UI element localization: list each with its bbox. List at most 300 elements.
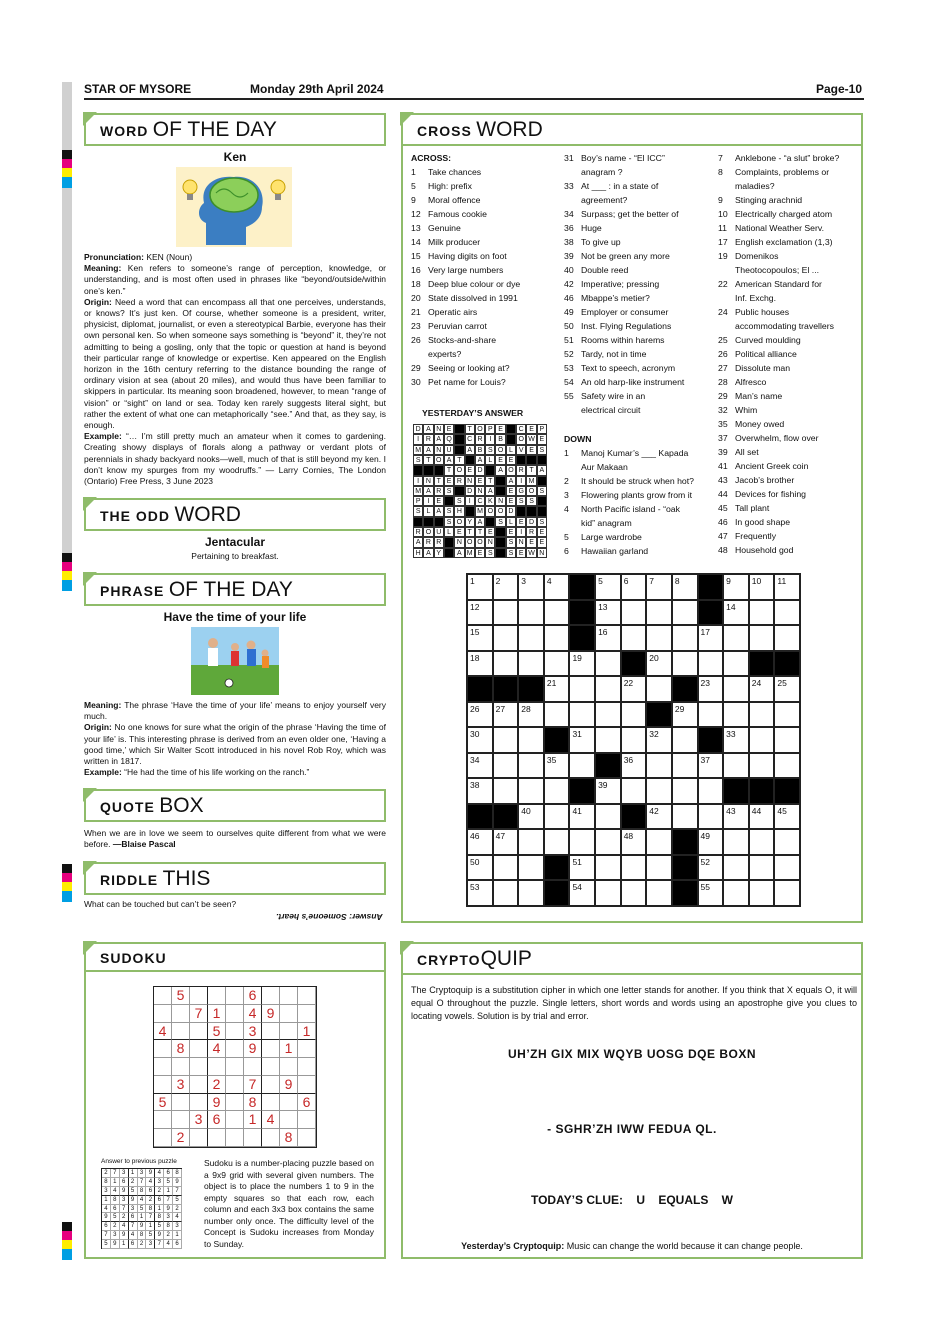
crossword-cell[interactable] — [544, 676, 570, 702]
sudoku-cell[interactable] — [190, 1040, 208, 1058]
answer-sudoku-cell: 4 — [120, 1222, 129, 1231]
crossword-cell[interactable] — [646, 727, 672, 753]
crossword-cell[interactable] — [569, 804, 595, 830]
crossword-cell-number: 35 — [546, 754, 557, 765]
crossword-cell[interactable] — [493, 600, 519, 626]
crossword-cell[interactable] — [621, 727, 647, 753]
crossword-cell[interactable] — [467, 778, 493, 804]
clue-text: Safety wire in an — [581, 391, 646, 401]
crossword-cell[interactable] — [595, 829, 621, 855]
sudoku-cell[interactable]: 5 — [208, 1023, 226, 1041]
crossword-cell[interactable] — [723, 727, 749, 753]
crossword-cell[interactable] — [493, 574, 519, 600]
crossword-cell[interactable] — [723, 574, 749, 600]
crossword-cell[interactable] — [749, 880, 775, 906]
clue-number: 23 — [411, 321, 421, 331]
crossword-cell[interactable] — [698, 804, 724, 830]
crossword-cell[interactable] — [621, 702, 647, 728]
answer-block — [423, 517, 433, 527]
crossword-cell[interactable] — [544, 804, 570, 830]
sudoku-cell[interactable] — [244, 1058, 262, 1076]
crossword-cell[interactable] — [467, 855, 493, 881]
crossword-cell[interactable] — [467, 625, 493, 651]
sudoku-cell[interactable]: 6 — [244, 987, 262, 1005]
answer-sudoku-cell: 2 — [111, 1222, 120, 1231]
clue — [718, 403, 860, 417]
crossword-cell[interactable] — [518, 702, 544, 728]
crossword-cell[interactable] — [621, 676, 647, 702]
sudoku-cell[interactable] — [172, 1005, 190, 1023]
answer-cell: M — [413, 445, 423, 455]
crossword-cell[interactable] — [749, 753, 775, 779]
crossword-cell[interactable] — [569, 727, 595, 753]
crossword-cell[interactable] — [518, 778, 544, 804]
answer-sudoku-cell: 9 — [173, 1178, 182, 1187]
crossword-cell[interactable] — [672, 651, 698, 677]
crossword-cell[interactable] — [672, 702, 698, 728]
crossword-cell[interactable] — [723, 855, 749, 881]
crossword-cell[interactable] — [518, 880, 544, 906]
crossword-cell[interactable] — [493, 625, 519, 651]
sudoku-cell[interactable]: 9 — [244, 1040, 262, 1058]
crossword-cell[interactable] — [646, 855, 672, 881]
answer-cell: E — [506, 527, 516, 537]
crossword-cell[interactable] — [621, 829, 647, 855]
answer-block — [454, 424, 464, 434]
crossword-cell[interactable] — [672, 778, 698, 804]
sudoku-cell[interactable] — [280, 1058, 298, 1076]
sudoku-cell[interactable]: 9 — [262, 1005, 280, 1023]
sudoku-cell[interactable]: 2 — [172, 1129, 190, 1147]
sudoku-cell[interactable] — [298, 1058, 316, 1076]
crossword-cell[interactable] — [646, 778, 672, 804]
header-rule — [84, 98, 864, 100]
sudoku-cell[interactable] — [280, 1023, 298, 1041]
clue-number: 50 — [564, 321, 574, 331]
crossword-cell[interactable] — [646, 880, 672, 906]
crossword-cell[interactable] — [646, 676, 672, 702]
clue — [411, 221, 561, 235]
crossword-cell-number: 43 — [726, 805, 736, 816]
sudoku-cell[interactable]: 1 — [244, 1111, 262, 1129]
answer-cell: A — [495, 465, 505, 475]
sudoku-cell[interactable] — [262, 1058, 280, 1076]
sudoku-cell[interactable]: 5 — [172, 987, 190, 1005]
crossword-cell[interactable] — [518, 829, 544, 855]
sudoku-cell[interactable]: 8 — [172, 1040, 190, 1058]
crossword-cell[interactable] — [646, 753, 672, 779]
clue — [718, 151, 860, 165]
crossword-cell[interactable] — [774, 625, 800, 651]
sudoku-cell[interactable]: 4 — [208, 1040, 226, 1058]
crossword-cell[interactable] — [672, 753, 698, 779]
clue-number — [718, 291, 735, 305]
sudoku-cell[interactable]: 9 — [280, 1076, 298, 1094]
clue-text: Overwhelm, flow over — [735, 433, 819, 443]
clue — [564, 263, 714, 277]
crossword-cell[interactable] — [493, 829, 519, 855]
sudoku-cell[interactable]: 3 — [190, 1111, 208, 1129]
crossword-cell[interactable] — [621, 778, 647, 804]
sudoku-cell[interactable] — [262, 987, 280, 1005]
crossword-cell[interactable] — [774, 880, 800, 906]
answer-cell: O — [526, 486, 536, 496]
crossword-cell[interactable] — [518, 855, 544, 881]
sudoku-cell[interactable] — [154, 1040, 172, 1058]
crossword-cell[interactable] — [569, 753, 595, 779]
sudoku-cell[interactable] — [280, 1111, 298, 1129]
clue — [411, 375, 561, 389]
sudoku-cell[interactable] — [298, 1129, 316, 1147]
crossword-cell[interactable] — [467, 600, 493, 626]
sudoku-cell[interactable] — [226, 1094, 244, 1112]
sudoku-cell[interactable]: 2 — [208, 1076, 226, 1094]
clue-number — [564, 403, 581, 417]
sudoku-cell[interactable] — [172, 1023, 190, 1041]
crossword-cell[interactable] — [595, 727, 621, 753]
answer-sudoku-cell: 4 — [155, 1169, 164, 1178]
answer-sudoku-cell: 4 — [173, 1213, 182, 1222]
crossword-cell[interactable] — [544, 625, 570, 651]
sudoku-cell[interactable]: 6 — [208, 1111, 226, 1129]
crossword-cell[interactable] — [595, 702, 621, 728]
crossword-cell[interactable] — [518, 753, 544, 779]
crossword-cell[interactable] — [723, 702, 749, 728]
clue-text: anagram ? — [581, 167, 623, 177]
crossword-cell[interactable] — [467, 753, 493, 779]
sudoku-cell[interactable] — [262, 1076, 280, 1094]
crossword-cell[interactable] — [518, 651, 544, 677]
sudoku-cell[interactable] — [154, 1058, 172, 1076]
sudoku-cell[interactable] — [226, 1111, 244, 1129]
sudoku-cell[interactable] — [298, 1040, 316, 1058]
sudoku-cell[interactable]: 8 — [244, 1094, 262, 1112]
crossword-cell[interactable] — [672, 804, 698, 830]
crossword-cell[interactable] — [569, 829, 595, 855]
clue-text: Public houses — [735, 307, 790, 317]
crossword-cell[interactable] — [672, 574, 698, 600]
crossword-cell[interactable] — [621, 625, 647, 651]
crossword-cell[interactable] — [774, 804, 800, 830]
word-of-day-word: Ken — [223, 150, 247, 164]
sudoku-cell[interactable] — [262, 1094, 280, 1112]
crossword-cell[interactable] — [467, 880, 493, 906]
sudoku-cell[interactable] — [298, 1076, 316, 1094]
crossword-cell-number: 24 — [751, 678, 762, 689]
crossword-cell[interactable] — [698, 829, 724, 855]
crossword-cell[interactable] — [518, 804, 544, 830]
clue — [411, 193, 561, 207]
crossword-cell[interactable] — [518, 625, 544, 651]
crossword-cell[interactable] — [723, 804, 749, 830]
sudoku-cell[interactable] — [190, 987, 208, 1005]
sudoku-cell[interactable] — [280, 1005, 298, 1023]
clue — [564, 207, 714, 221]
crossword-cell[interactable] — [749, 625, 775, 651]
crossword-cell[interactable] — [646, 804, 672, 830]
crossword-cell[interactable] — [493, 880, 519, 906]
sudoku-cell[interactable] — [298, 987, 316, 1005]
clue-text: Double reed — [581, 265, 629, 275]
crossword-cell[interactable] — [544, 651, 570, 677]
sudoku-cell[interactable] — [262, 1129, 280, 1147]
answer-sudoku-cell: 7 — [164, 1196, 173, 1205]
sudoku-cell[interactable] — [208, 1129, 226, 1147]
sudoku-cell[interactable]: 4 — [244, 1005, 262, 1023]
sudoku-cell[interactable] — [190, 1076, 208, 1094]
crossword-cell[interactable] — [467, 702, 493, 728]
crossword-cell[interactable] — [749, 829, 775, 855]
sudoku-cell[interactable] — [244, 1129, 262, 1147]
answer-sudoku-cell: 8 — [138, 1231, 147, 1240]
crossword-cell[interactable] — [621, 600, 647, 626]
clue-number: 10 — [718, 209, 728, 219]
clue — [718, 431, 860, 445]
crossword-cell[interactable] — [569, 702, 595, 728]
answer-cell: I — [413, 434, 423, 444]
crossword-cell[interactable] — [544, 574, 570, 600]
sudoku-cell[interactable] — [172, 1094, 190, 1112]
crossword-cell[interactable] — [467, 651, 493, 677]
crossword-cell[interactable] — [646, 829, 672, 855]
crossword-cell[interactable] — [698, 880, 724, 906]
crossword-cell[interactable] — [621, 753, 647, 779]
crossword-cell[interactable] — [723, 880, 749, 906]
crossword-cell[interactable] — [698, 651, 724, 677]
sudoku-cell[interactable]: 8 — [280, 1129, 298, 1147]
answer-sudoku-cell: 6 — [146, 1187, 155, 1196]
sudoku-cell[interactable] — [226, 1023, 244, 1041]
crossword-cell[interactable] — [774, 753, 800, 779]
crossword-cell[interactable] — [749, 574, 775, 600]
crossword-cell[interactable] — [595, 880, 621, 906]
clue-number: 1 — [564, 448, 569, 458]
crossword-cell[interactable] — [493, 753, 519, 779]
crossword-cell[interactable] — [646, 625, 672, 651]
crossword-cell-number: 44 — [751, 805, 762, 816]
crossword-cell[interactable] — [595, 651, 621, 677]
sudoku-cell[interactable]: 7 — [244, 1076, 262, 1094]
crossword-cell[interactable] — [698, 778, 724, 804]
clue-number: 33 — [564, 181, 574, 191]
crossword-cell[interactable] — [595, 804, 621, 830]
sudoku-cell[interactable] — [190, 1094, 208, 1112]
clue-text: Inf. Exchg. — [735, 293, 777, 303]
sudoku-cell[interactable] — [280, 1094, 298, 1112]
crossword-block — [493, 804, 519, 830]
sudoku-cell[interactable]: 4 — [154, 1023, 172, 1041]
answer-sudoku-cell: 3 — [164, 1213, 173, 1222]
clue-text: Domenikos — [735, 251, 779, 261]
crossword-cell[interactable] — [595, 855, 621, 881]
crossword-cell[interactable] — [672, 600, 698, 626]
crossword-cell[interactable] — [646, 600, 672, 626]
sudoku-cell[interactable] — [154, 1111, 172, 1129]
clue-number: 7 — [718, 153, 723, 163]
crossword-cell[interactable] — [569, 651, 595, 677]
answer-cell: R — [434, 537, 444, 547]
crossword-cell[interactable] — [698, 855, 724, 881]
crossword-cell[interactable] — [749, 855, 775, 881]
sudoku-cell[interactable]: 6 — [298, 1094, 316, 1112]
crossword-cell[interactable] — [493, 651, 519, 677]
crossword-cell[interactable] — [723, 753, 749, 779]
sudoku-cell[interactable]: 1 — [298, 1023, 316, 1041]
crossword-cell[interactable] — [518, 727, 544, 753]
clue — [718, 319, 860, 333]
crossword-cell[interactable] — [723, 625, 749, 651]
paper-name: STAR OF MYSORE — [84, 82, 192, 96]
crossword-cell[interactable] — [544, 778, 570, 804]
clue-number: 27 — [718, 363, 728, 373]
crossword-cell[interactable] — [749, 804, 775, 830]
crossword-cell[interactable] — [621, 855, 647, 881]
crossword-cell[interactable] — [698, 753, 724, 779]
answer-sudoku-cell: 9 — [129, 1196, 138, 1205]
sudoku-cell[interactable] — [226, 1040, 244, 1058]
sudoku-cell[interactable]: 3 — [172, 1076, 190, 1094]
answer-cell: V — [516, 445, 526, 455]
clue — [718, 235, 860, 249]
crossword-cell[interactable] — [723, 676, 749, 702]
answer-sudoku-cell: 3 — [146, 1240, 155, 1249]
sudoku-cell[interactable] — [262, 1023, 280, 1041]
crossword-cell[interactable] — [493, 855, 519, 881]
clue-number: 55 — [564, 391, 574, 401]
phrase: Have the time of your life — [163, 610, 307, 624]
crossword-cell[interactable] — [698, 676, 724, 702]
crossword-cell[interactable] — [493, 778, 519, 804]
answer-sudoku-cell: 2 — [173, 1205, 182, 1214]
crossword-cell[interactable] — [518, 600, 544, 626]
answer-cell: C — [465, 434, 475, 444]
crossword-cell[interactable] — [749, 702, 775, 728]
sudoku-cell[interactable] — [190, 1129, 208, 1147]
sudoku-cell[interactable]: 5 — [154, 1094, 172, 1112]
sudoku-cell[interactable] — [298, 1005, 316, 1023]
crossword-cell[interactable] — [698, 625, 724, 651]
crossword-cell[interactable] — [595, 625, 621, 651]
crossword-cell[interactable] — [749, 727, 775, 753]
crossword-cell[interactable] — [774, 855, 800, 881]
crossword-cell[interactable] — [774, 574, 800, 600]
answer-cell: A — [475, 455, 485, 465]
sudoku-cell[interactable] — [154, 1129, 172, 1147]
sudoku-cell[interactable]: 7 — [190, 1005, 208, 1023]
crossword-cell[interactable] — [774, 702, 800, 728]
answer-sudoku-cell: 3 — [102, 1187, 111, 1196]
clue — [564, 516, 714, 530]
crossword-cell[interactable] — [544, 829, 570, 855]
crossword-cell[interactable] — [544, 600, 570, 626]
sudoku-cell[interactable] — [154, 987, 172, 1005]
crossword-cell[interactable] — [774, 829, 800, 855]
crossword-cell[interactable] — [467, 829, 493, 855]
answer-cell: I — [413, 476, 423, 486]
sudoku-cell[interactable] — [172, 1111, 190, 1129]
sudoku-cell[interactable]: 1 — [208, 1005, 226, 1023]
crossword-cell[interactable] — [595, 676, 621, 702]
crossword-cell[interactable] — [569, 880, 595, 906]
sudoku-cell[interactable] — [190, 1058, 208, 1076]
clue-number: 32 — [718, 405, 728, 415]
answer-block — [526, 455, 536, 465]
sudoku-cell[interactable] — [208, 987, 226, 1005]
answer-cell: O — [454, 517, 464, 527]
sudoku-cell[interactable] — [226, 1005, 244, 1023]
crossword-block — [749, 651, 775, 677]
crossword-cell[interactable] — [698, 702, 724, 728]
crossword-cell[interactable] — [774, 727, 800, 753]
crossword-cell[interactable] — [467, 727, 493, 753]
sudoku-cell[interactable]: 9 — [208, 1094, 226, 1112]
crossword-cell[interactable] — [595, 574, 621, 600]
crossword-cell[interactable] — [544, 702, 570, 728]
answer-cell: T — [444, 465, 454, 475]
crossword-cell[interactable] — [749, 600, 775, 626]
sudoku-cell[interactable] — [280, 987, 298, 1005]
crossword-cell[interactable] — [493, 702, 519, 728]
sudoku-cell[interactable] — [154, 1076, 172, 1094]
sudoku-cell[interactable] — [298, 1111, 316, 1129]
clue-text: Complaints, problems or — [735, 167, 830, 177]
sudoku-cell[interactable] — [226, 987, 244, 1005]
crossword-cell[interactable] — [595, 778, 621, 804]
answer-cell: Y — [465, 517, 475, 527]
answer-cell: D — [465, 486, 475, 496]
crossword-cell[interactable] — [518, 574, 544, 600]
clue-number: 31 — [564, 153, 574, 163]
sudoku-cell[interactable] — [172, 1058, 190, 1076]
crossword-cell[interactable] — [621, 574, 647, 600]
crossword-cell[interactable] — [493, 727, 519, 753]
sudoku-cell[interactable] — [190, 1023, 208, 1041]
sudoku-cell[interactable]: 1 — [280, 1040, 298, 1058]
crossword-cell[interactable] — [467, 574, 493, 600]
crossword-cell[interactable] — [621, 880, 647, 906]
sudoku-cell[interactable]: 3 — [244, 1023, 262, 1041]
clue-number — [718, 179, 735, 193]
clue — [718, 207, 860, 221]
crossword-cell[interactable] — [646, 651, 672, 677]
crossword-cell[interactable] — [774, 600, 800, 626]
answer-cell: O — [485, 506, 495, 516]
crossword-cell[interactable] — [749, 676, 775, 702]
crossword-cell[interactable] — [569, 676, 595, 702]
sudoku-cell[interactable]: 4 — [262, 1111, 280, 1129]
sudoku-cell[interactable] — [262, 1040, 280, 1058]
crossword-cell[interactable] — [723, 600, 749, 626]
answer-sudoku-cell: 1 — [146, 1222, 155, 1231]
crossword-cell[interactable] — [544, 753, 570, 779]
sudoku-cell[interactable] — [226, 1058, 244, 1076]
crossword-cell[interactable] — [723, 651, 749, 677]
crossword-cell[interactable] — [646, 574, 672, 600]
crossword-cell[interactable] — [723, 829, 749, 855]
crossword-cell[interactable] — [569, 855, 595, 881]
crossword-cell[interactable] — [595, 600, 621, 626]
sudoku-cell[interactable] — [226, 1129, 244, 1147]
answer-sudoku-cell: 3 — [155, 1178, 164, 1187]
sudoku-cell[interactable] — [226, 1076, 244, 1094]
crossword-cell[interactable] — [672, 727, 698, 753]
crossword-cell[interactable] — [672, 625, 698, 651]
sudoku-cell[interactable] — [208, 1058, 226, 1076]
crossword-cell[interactable] — [774, 676, 800, 702]
clue-text: Employer or consumer — [581, 307, 669, 317]
registration-marks-4 — [62, 1222, 72, 1260]
sudoku-cell[interactable] — [154, 1005, 172, 1023]
